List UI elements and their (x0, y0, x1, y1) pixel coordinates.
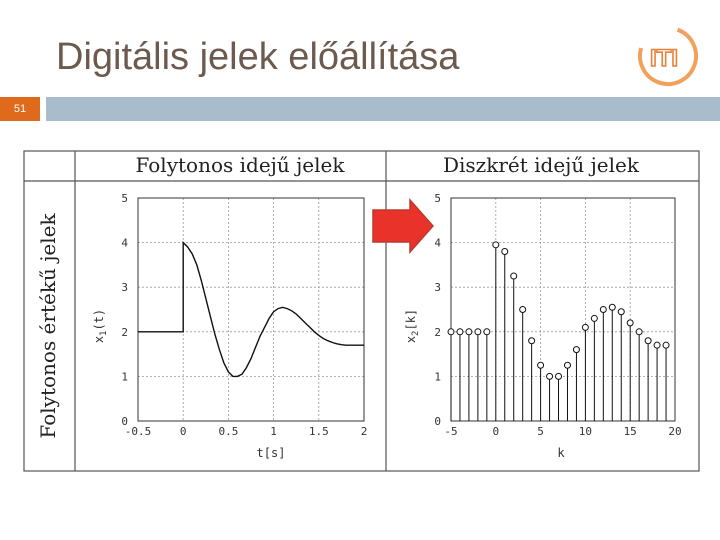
y-tick-label: 0 (434, 415, 441, 428)
chart2-xlabel: k (557, 446, 565, 460)
stem-marker (618, 309, 624, 315)
stem-marker (609, 304, 615, 310)
y-tick-label: 5 (121, 192, 128, 205)
stem-marker (529, 338, 535, 344)
y-tick-label: 3 (121, 281, 128, 295)
y-tick-label: 1 (434, 370, 441, 384)
x-tick-label: 0 (492, 425, 500, 438)
header-rule (46, 97, 720, 121)
x-tick-label: 15 (623, 425, 637, 438)
stem-marker (538, 362, 544, 368)
stem-marker (484, 329, 490, 335)
stem-marker (573, 347, 579, 353)
stem-marker (591, 315, 597, 321)
row-header: Folytonos értékű jelek (36, 213, 60, 439)
signal-figure (23, 150, 700, 472)
x-tick-label: 5 (537, 425, 544, 438)
stem-marker (457, 329, 463, 335)
x-tick-label: 0 (179, 425, 187, 438)
chart1-ylabel: $x_1(t)$ (92, 308, 109, 344)
chart1-xlabel: t[s] (256, 446, 286, 460)
stem-marker (448, 329, 454, 335)
stem-marker (564, 362, 570, 368)
page-number: 51 (0, 97, 40, 121)
logo-text: ITI (650, 45, 678, 72)
stem-marker (556, 373, 562, 379)
stem-marker (582, 324, 588, 330)
y-tick-label: 5 (434, 192, 441, 205)
y-tick-label: 2 (434, 325, 441, 339)
y-tick-label: 2 (121, 325, 128, 339)
stem-marker (645, 338, 651, 344)
stem-marker (663, 342, 669, 348)
stem-marker (511, 273, 517, 279)
stem-marker (627, 320, 633, 326)
x-tick-label: -5 (444, 425, 458, 438)
stem-marker (547, 373, 553, 379)
x-tick-label: 0.5 (218, 425, 239, 438)
y-tick-label: 4 (121, 236, 128, 250)
slide-title: Digitális jelek előállítása (56, 36, 460, 78)
x-tick-label: 2 (360, 425, 368, 438)
stem-marker (466, 329, 472, 335)
chart2-ylabel: $x_2[k]$ (404, 308, 421, 344)
y-tick-label: 3 (434, 281, 441, 295)
col2-header: Diszkrét idejű jelek (442, 153, 640, 177)
x-tick-label: 1 (270, 425, 277, 438)
stem-marker (654, 342, 660, 348)
stem-marker (636, 329, 642, 335)
y-tick-label: 1 (121, 370, 128, 384)
x-tick-label: 10 (578, 425, 593, 438)
stem-marker (600, 307, 606, 313)
y-tick-label: 4 (434, 236, 441, 250)
x-tick-label: -0.5 (124, 425, 152, 438)
iti-logo (632, 14, 708, 94)
col1-header: Folytonos idejű jelek (135, 153, 345, 177)
stem-marker (475, 329, 481, 335)
stem-marker (502, 249, 508, 255)
stem-marker (520, 307, 526, 313)
stem-marker (493, 242, 499, 248)
y-tick-label: 0 (121, 415, 128, 428)
x-tick-label: 1.5 (308, 425, 329, 438)
x-tick-label: 20 (668, 425, 682, 438)
